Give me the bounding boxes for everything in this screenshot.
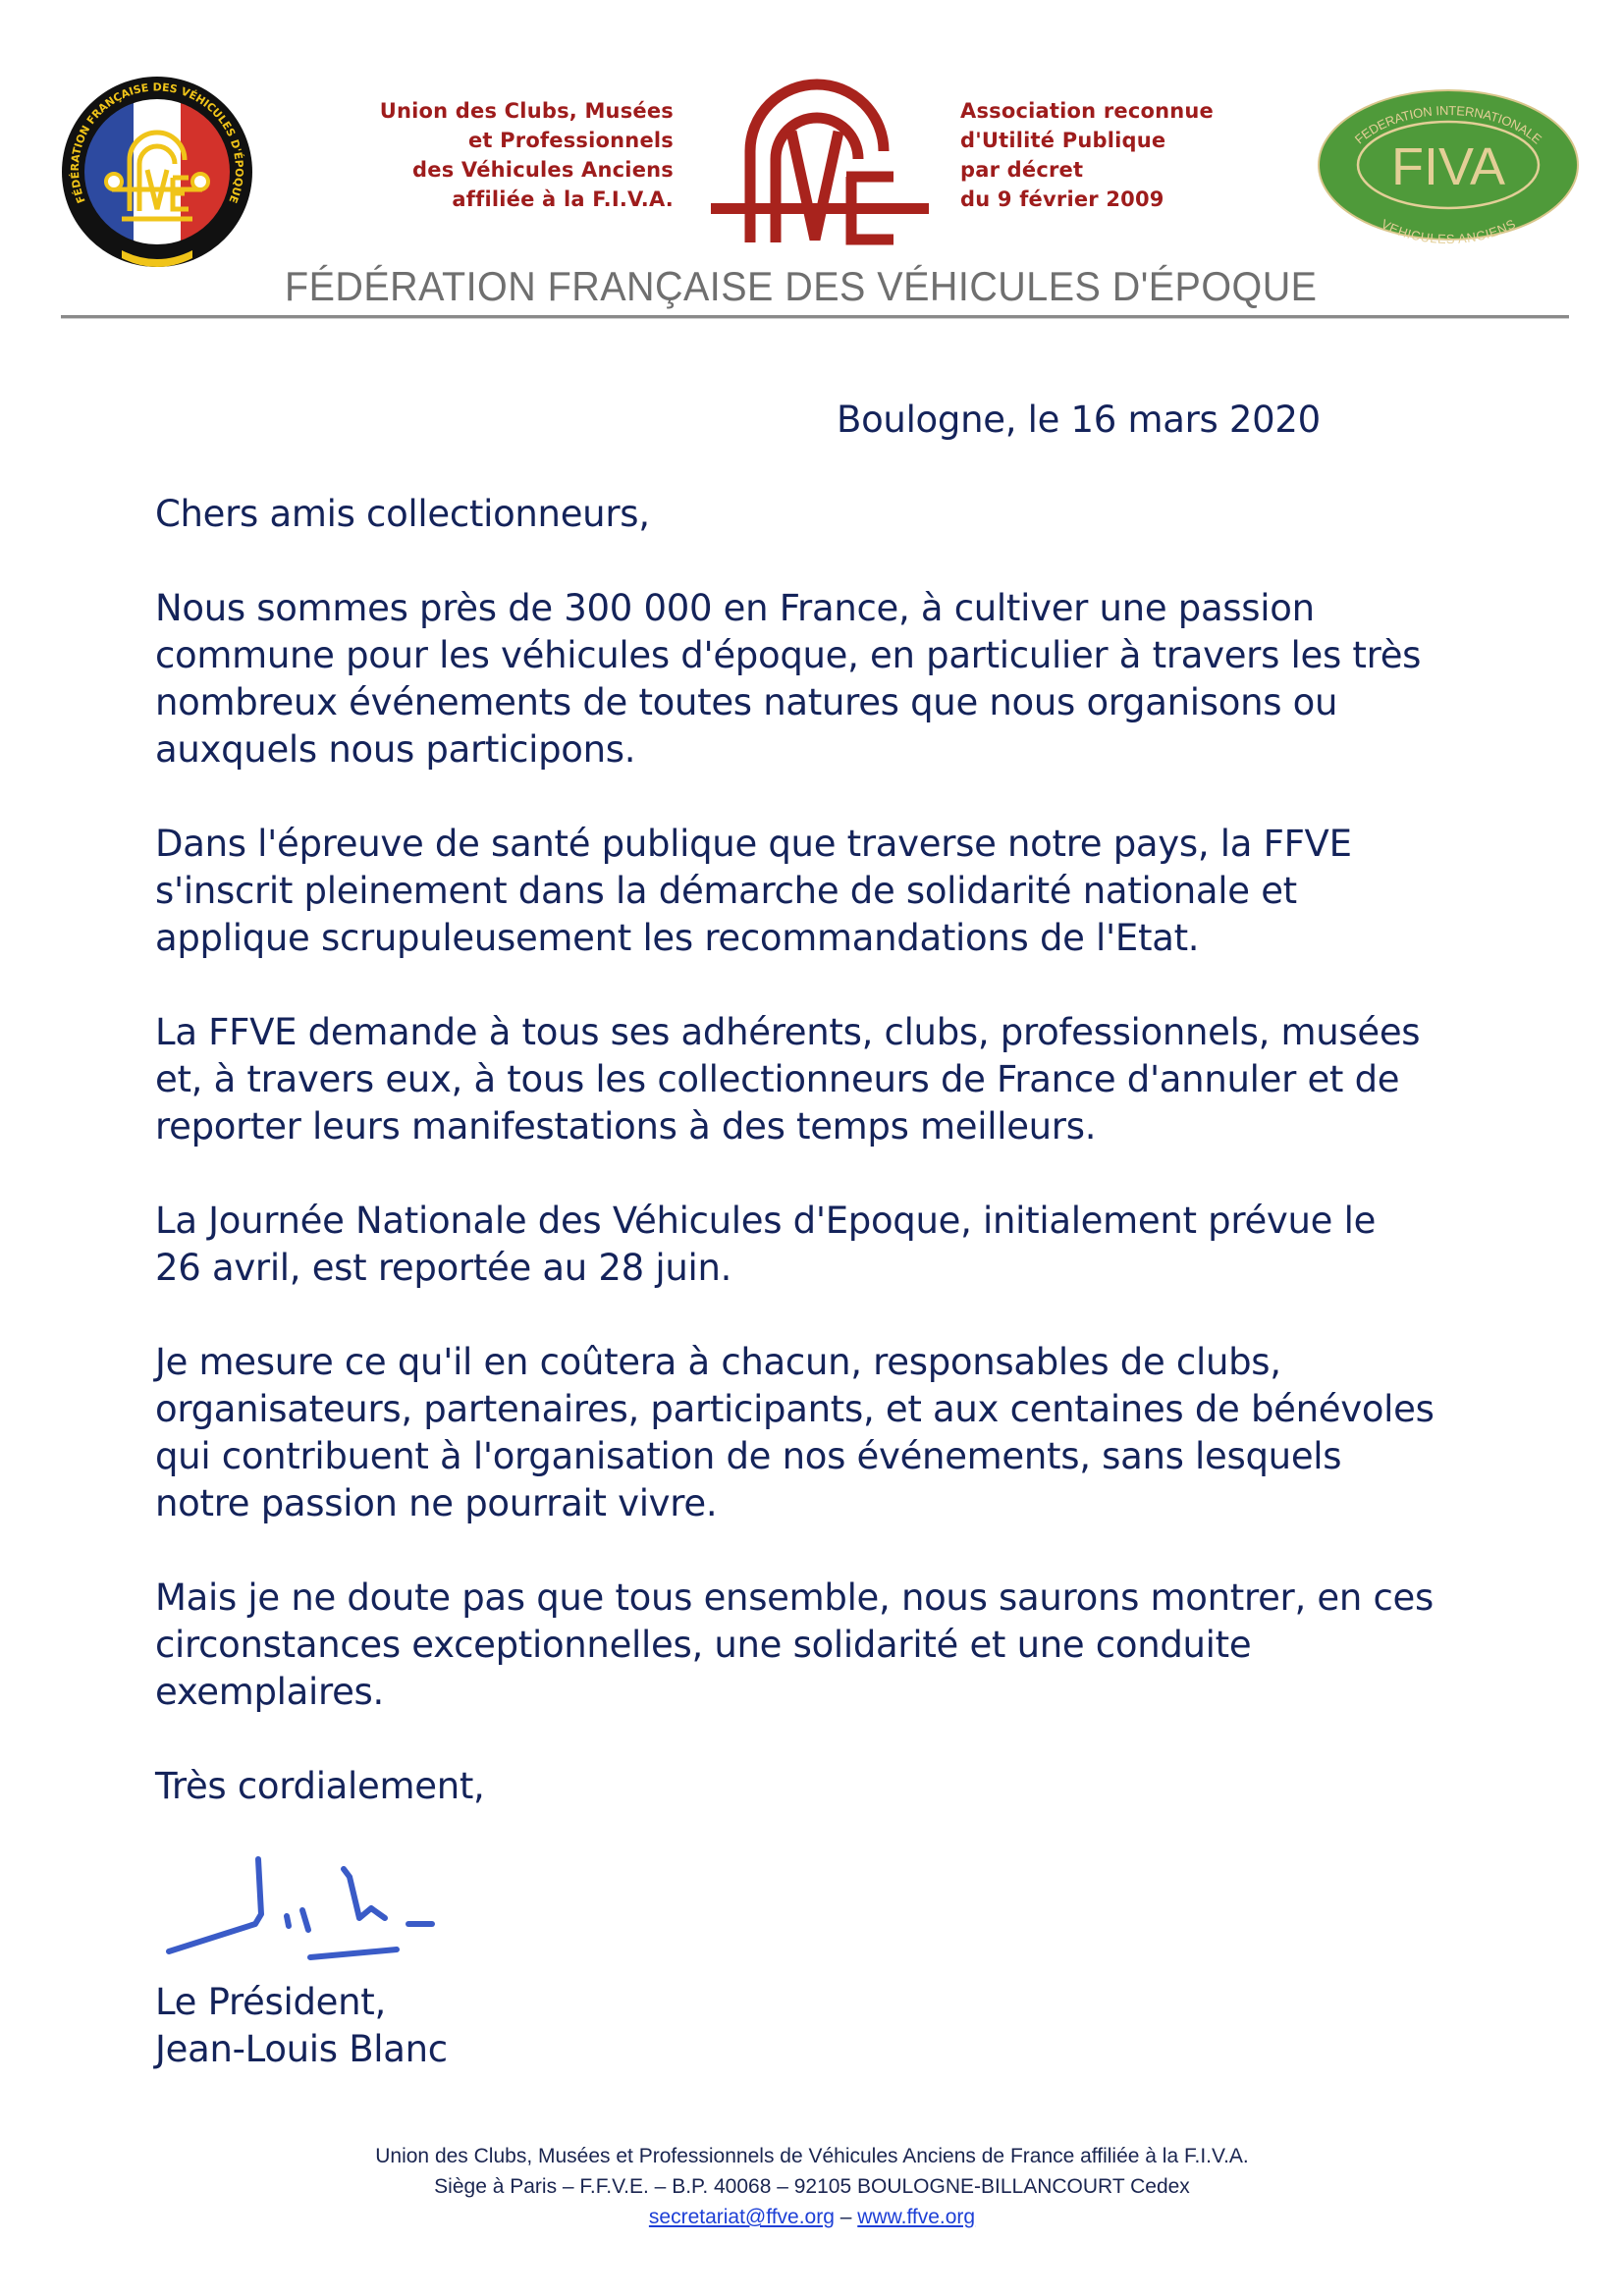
paragraph — [155, 585, 1530, 774]
tagline-line: Union des Clubs, Musées — [379, 99, 674, 123]
paragraph — [155, 1009, 1530, 1150]
paragraph-line: exemplaires. — [155, 1671, 384, 1713]
paragraph-line: nombreux événements de toutes natures que nous organisons ou — [155, 681, 1338, 723]
paragraph-line: reporter leurs manifestations à des temps meilleurs. — [155, 1105, 1097, 1148]
signer-name: Jean-Louis Blanc — [155, 2028, 448, 2070]
paragraph-line: auxquels nous participons. — [155, 728, 636, 771]
salutation: Chers amis collectionneurs, — [155, 493, 650, 535]
tagline-line: des Véhicules Anciens — [412, 158, 674, 182]
paragraph — [155, 1198, 1530, 1292]
signer-block — [155, 1979, 448, 2073]
website-link[interactable]: www.ffve.org — [857, 2206, 976, 2228]
seal-ring-text: FÉDÉRATION FRANÇAISE DES VÉHICULES D'ÉPOQUE — [68, 80, 246, 205]
fiva-bottom-text: VEHICULES ANCIENS — [1379, 215, 1518, 243]
seal-lamp-left-icon — [106, 174, 122, 189]
seal-lamp-right-icon — [192, 174, 208, 189]
paragraph-line: Mais je ne doute pas que tous ensemble, nous saurons montrer, en ces — [155, 1576, 1434, 1619]
fiva-top-text: FEDERATION INTERNATIONALE — [1352, 103, 1544, 147]
federation-title: FÉDÉRATION FRANÇAISE DES VÉHICULES D'ÉPOQUE — [285, 263, 1318, 309]
tagline-line: et Professionnels — [467, 129, 674, 152]
paragraph-line: notre passion ne pourrait vivre. — [155, 1482, 718, 1524]
paragraph-line: Je mesure ce qu'il en coûtera à chacun, responsables de clubs, — [155, 1341, 1281, 1383]
footer-organization: Union des Clubs, Musées et Professionnels de Véhicules Anciens de France affiliée à la F.I.V.A. — [375, 2145, 1249, 2167]
paragraph-line: et, à travers eux, à tous les collectionneurs de France d'annuler et de — [155, 1058, 1400, 1100]
paragraph — [155, 1339, 1530, 1527]
paragraph-line: s'inscrit pleinement dans la démarche de solidarité nationale et — [155, 870, 1297, 912]
paragraph-line: circonstances exceptionnelles, une solidarité et une conduite — [155, 1624, 1252, 1666]
paragraph-line: La Journée Nationale des Véhicules d'Epoque, initialement prévue le — [155, 1200, 1377, 1242]
footer-address: Siège à Paris – F.F.V.E. – B.P. 40068 – 92105 BOULOGNE-BILLANCOURT Cedex — [434, 2175, 1190, 2198]
footer-contact — [0, 2202, 1624, 2232]
tagline-line: d'Utilité Publique — [960, 129, 1166, 152]
paragraph-line: La FFVE demande à tous ses adhérents, clubs, professionnels, musées — [155, 1011, 1421, 1053]
header-divider — [61, 315, 1569, 319]
paragraph — [155, 821, 1530, 962]
paragraph-line: 26 avril, est reportée au 28 juin. — [155, 1247, 732, 1289]
paragraph — [155, 1575, 1530, 1716]
tagline-line: du 9 février 2009 — [960, 187, 1164, 211]
tagline-union — [380, 96, 674, 214]
email-link[interactable]: secretariat@ffve.org — [648, 2206, 835, 2228]
dateline: Boulogne, le 16 mars 2020 — [837, 399, 1321, 441]
handwritten-signature — [157, 1853, 452, 1971]
tagline-association — [960, 96, 1214, 214]
paragraph-line: Dans l'épreuve de santé publique que traverse notre pays, la FFVE — [155, 823, 1352, 865]
ffve-seal-logo — [59, 74, 255, 270]
tagline-line: par décret — [960, 158, 1084, 182]
paragraph-line: commune pour les véhicules d'époque, en particulier à travers les très — [155, 634, 1422, 676]
letter-footer — [0, 2141, 1624, 2232]
closing: Très cordialement, — [155, 1765, 485, 1807]
ffve-center-logo — [699, 61, 935, 247]
paragraph-line: organisateurs, partenaires, participants, et aux centaines de bénévoles — [155, 1388, 1435, 1430]
tagline-line: Association reconnue — [960, 99, 1214, 123]
fiva-main-text: FIVA — [1390, 137, 1506, 196]
paragraph-line: applique scrupuleusement les recommandations de l'Etat. — [155, 917, 1200, 959]
footer-separator: – — [834, 2206, 858, 2228]
paragraph-line: Nous sommes près de 300 000 en France, à cultiver une passion — [155, 587, 1315, 629]
signer-title: Le Président, — [155, 1981, 386, 2023]
paragraph-line: qui contribuent à l'organisation de nos événements, sans lesquels — [155, 1435, 1342, 1477]
fiva-logo — [1316, 86, 1581, 243]
tagline-line: affiliée à la F.I.V.A. — [452, 187, 674, 211]
